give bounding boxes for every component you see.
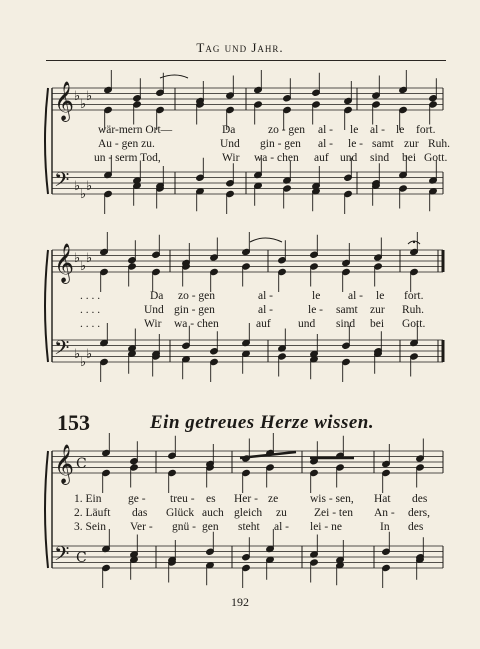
flat-icon: ♭ xyxy=(86,89,93,104)
lyric: auf xyxy=(256,318,271,330)
lyric: Hat xyxy=(374,493,391,505)
lyric: sind xyxy=(336,318,356,330)
lyric: ders, xyxy=(408,507,431,519)
page-number: 192 xyxy=(231,595,249,609)
brace xyxy=(45,250,48,362)
lyric: . . . . xyxy=(80,290,101,302)
lyric: samt xyxy=(372,138,394,150)
lyric: le - xyxy=(348,138,364,150)
lyric: treu - xyxy=(170,493,195,505)
lyric: le xyxy=(312,290,321,302)
lyric: . . . . xyxy=(80,318,101,330)
lyric: al - xyxy=(274,521,290,533)
lyric: Her - xyxy=(234,493,258,505)
fermata-dot xyxy=(413,241,415,243)
lyric: le xyxy=(376,290,385,302)
treble-clef-icon: 𝄞 xyxy=(54,243,75,283)
running-head: Tag und Jahr. xyxy=(196,40,284,55)
lyric: gleich xyxy=(234,507,263,519)
lyric: und xyxy=(298,318,316,330)
tie xyxy=(250,238,282,242)
lyric: zo - gen xyxy=(178,290,216,302)
lyric: gen xyxy=(202,521,219,533)
lyric: des xyxy=(408,521,424,533)
lyric: Glück xyxy=(166,507,195,519)
tie xyxy=(160,75,188,78)
hymn-number: 153 xyxy=(57,410,90,435)
lyric: Wir xyxy=(222,152,240,164)
lyric: das xyxy=(132,507,148,519)
flat-icon: ♭ xyxy=(74,251,81,266)
bass-clef-icon: 𝄢 xyxy=(54,168,70,196)
lyric: al - xyxy=(258,304,274,316)
lyric: zur xyxy=(404,138,419,150)
lyric: Und xyxy=(220,138,240,150)
lyric: 2. Läuft xyxy=(74,507,111,519)
flat-icon: ♭ xyxy=(74,179,81,194)
lyric: zu xyxy=(276,507,287,519)
lyric: lei - ne xyxy=(310,521,342,533)
flat-icon: ♭ xyxy=(80,187,87,202)
lyric: al - xyxy=(318,124,334,136)
lyric: An - xyxy=(374,507,395,519)
bass-clef-icon: 𝄢 xyxy=(54,336,70,364)
lyric: Da xyxy=(150,290,164,302)
lyric: bei xyxy=(402,152,417,164)
common-time-icon: C xyxy=(76,550,87,566)
lyric: Gott. xyxy=(402,318,426,330)
lyric: zo - gen xyxy=(268,124,306,136)
lyric: auf xyxy=(314,152,329,164)
flat-icon: ♭ xyxy=(74,347,81,362)
lyric: sind xyxy=(370,152,390,164)
lyric: fort. xyxy=(404,290,424,302)
lyric: fort. xyxy=(416,124,436,136)
lyric: al - xyxy=(318,138,334,150)
lyric: gin - gen xyxy=(260,138,301,150)
lyric: wa - chen xyxy=(174,318,219,330)
flat-icon: ♭ xyxy=(86,347,93,362)
lyric: al - xyxy=(258,290,274,302)
flat-icon: ♭ xyxy=(80,355,87,370)
treble-clef-icon: 𝄞 xyxy=(54,81,75,121)
lyric: le - xyxy=(308,304,324,316)
lyric: Da xyxy=(222,124,236,136)
lyric: des xyxy=(412,493,428,505)
lyric: un - serm Tod, xyxy=(94,152,161,164)
lyric: le xyxy=(396,124,405,136)
hymn-title: Ein getreues Herze wissen. xyxy=(150,412,375,433)
flat-icon: ♭ xyxy=(86,251,93,266)
lyric: wis - sen, xyxy=(310,493,354,505)
lyric: Ruh. xyxy=(428,138,451,150)
lyric: wär-mern Ort— xyxy=(98,124,173,136)
lyric: bei xyxy=(370,318,385,330)
flat-icon: ♭ xyxy=(74,89,81,104)
common-time-icon: C xyxy=(76,456,87,472)
lyric: 3. Sein xyxy=(74,521,106,533)
lyric: es xyxy=(206,493,216,505)
bass-clef-icon: 𝄢 xyxy=(54,542,70,570)
lyric: Und xyxy=(144,304,164,316)
lyric: ge - xyxy=(128,493,146,505)
lyric: Wir xyxy=(144,318,162,330)
lyric: steht xyxy=(238,521,260,533)
lyric: al - xyxy=(370,124,386,136)
flat-icon: ♭ xyxy=(80,97,87,112)
lyric: In xyxy=(380,521,390,533)
flat-icon: ♭ xyxy=(80,259,87,274)
lyric: samt xyxy=(336,304,358,316)
lyric: 1. Ein xyxy=(74,493,102,505)
lyric: al - xyxy=(348,290,364,302)
lyric: ze xyxy=(268,493,279,505)
brace xyxy=(45,88,48,194)
treble-clef-icon: 𝄞 xyxy=(54,444,75,484)
brace xyxy=(45,451,48,568)
lyric: Zei - ten xyxy=(314,507,353,519)
lyric: gnü - xyxy=(172,521,196,533)
lyric: Ver - xyxy=(130,521,153,533)
flat-icon: ♭ xyxy=(86,179,93,194)
lyric: und xyxy=(340,152,358,164)
lyric: le xyxy=(350,124,359,136)
lyric: auch xyxy=(202,507,224,519)
lyric: gin - gen xyxy=(174,304,215,316)
lyric: zur xyxy=(370,304,385,316)
lyric: Au - gen zu. xyxy=(98,138,155,150)
lyric: wa - chen xyxy=(254,152,299,164)
lyric: . . . . xyxy=(80,304,101,316)
lyric: Gott. xyxy=(424,152,448,164)
lyric: Ruh. xyxy=(402,304,425,316)
